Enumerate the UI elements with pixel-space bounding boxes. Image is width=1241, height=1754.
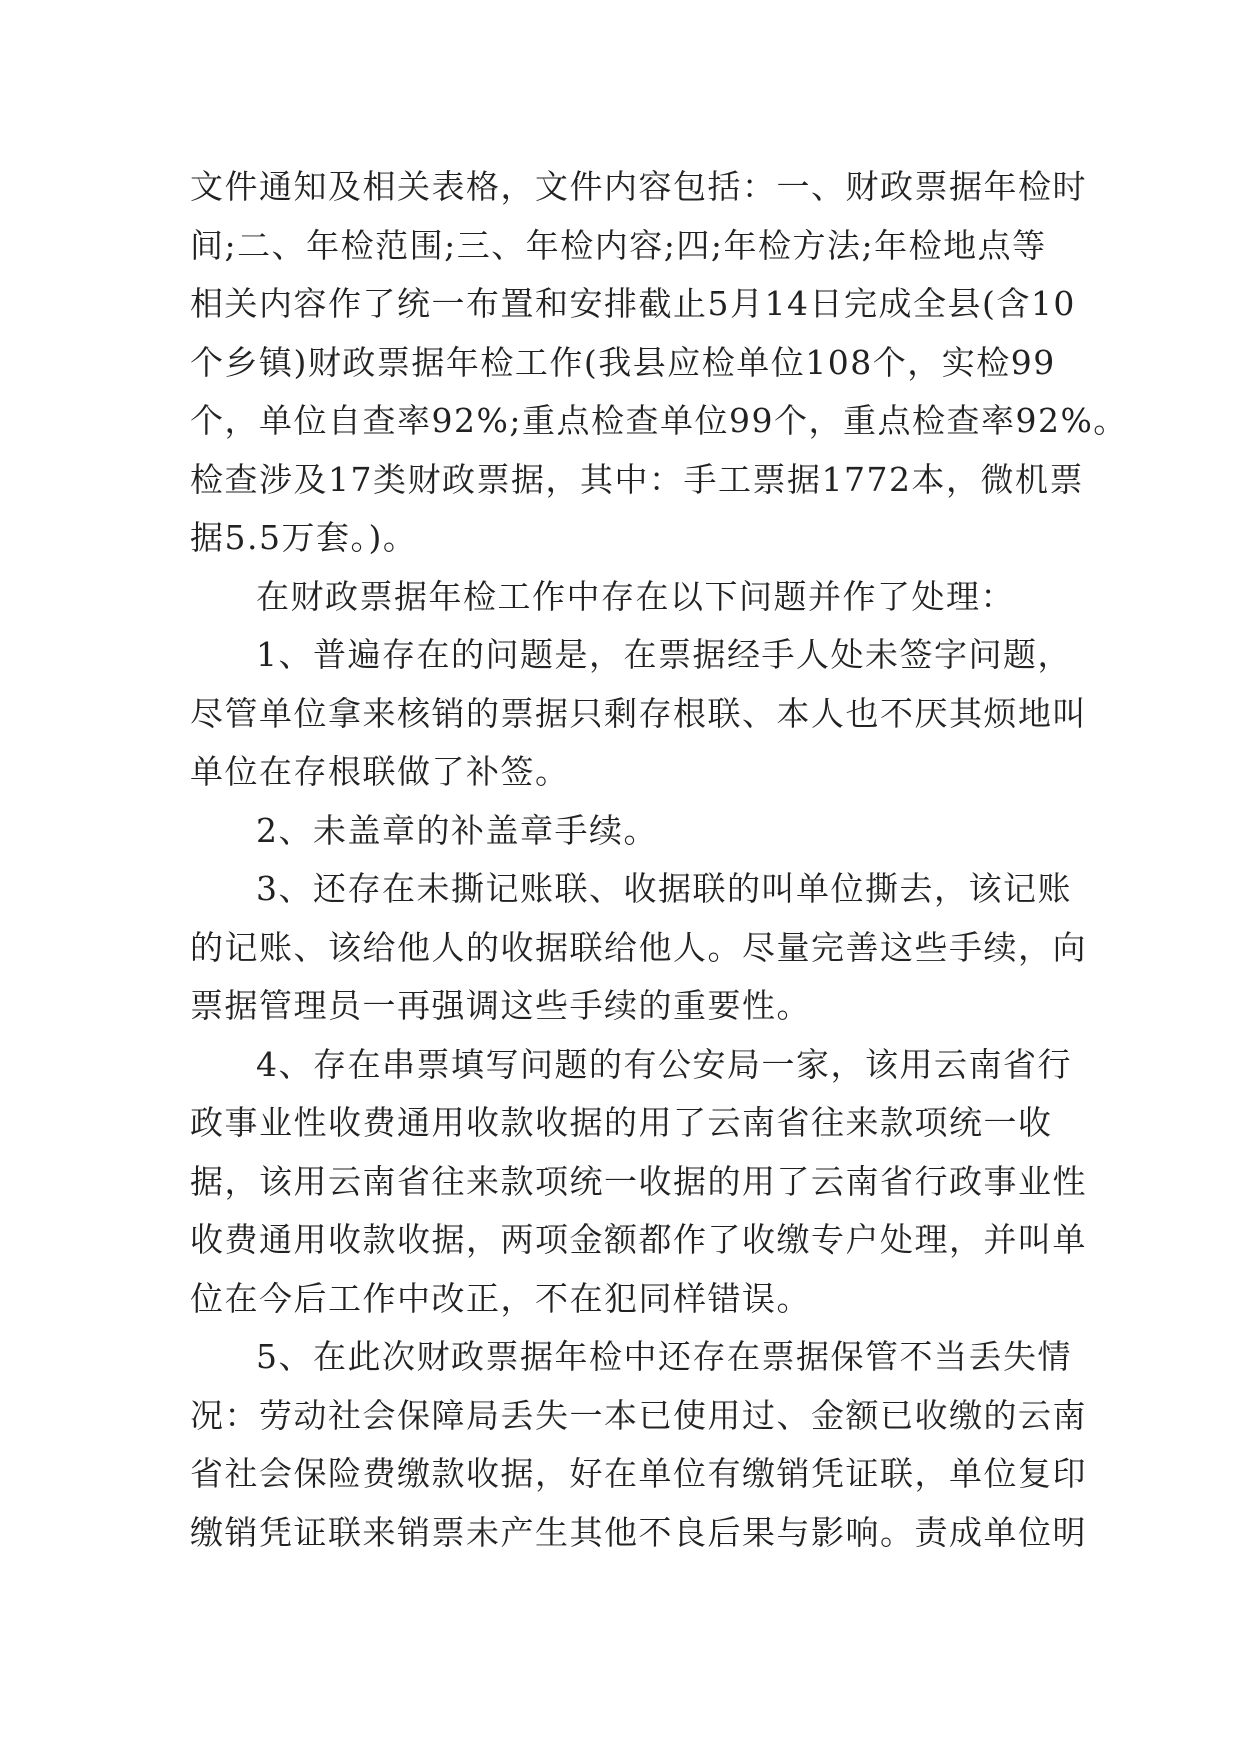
- text-line: 收费通用收款收据，两项金额都作了收缴专户处理，并叫单: [190, 1220, 1087, 1259]
- paragraph-start-line: 5、在此次财政票据年检中还存在票据保管不当丢失情: [256, 1337, 1072, 1376]
- text-line: 况：劳动社会保障局丢失一本已使用过、金额已收缴的云南: [190, 1395, 1087, 1435]
- text-line: 检查涉及17类财政票据，其中：手工票据1772本，微机票: [190, 459, 1084, 499]
- text-line: 单位在存根联做了补签。: [190, 752, 570, 791]
- text-line: 尽管单位拿来核销的票据只剩存根联、本人也不厌其烦地叫: [190, 693, 1087, 733]
- text-line: 据，该用云南省往来款项统一收据的用了云南省行政事业性: [190, 1161, 1087, 1201]
- text-line: 文件通知及相关表格，文件内容包括：一、财政票据年检时: [190, 167, 1087, 206]
- document-body: [190, 158, 1128, 1562]
- text-line: 个，单位自查率92%;重点检查单位99个，重点检查率92%。: [190, 401, 1128, 440]
- text-line: 省社会保险费缴款收据，好在单位有缴销凭证联，单位复印: [190, 1454, 1087, 1493]
- text-line: 相关内容作了统一布置和安排截止5月14日完成全县(含10: [190, 284, 1076, 323]
- paragraph-start-line: 在财政票据年检工作中存在以下问题并作了处理：: [256, 576, 1015, 616]
- text-line: 位在今后工作中改正，不在犯同样错误。: [190, 1278, 811, 1318]
- paragraph-start-line: 1、普遍存在的问题是，在票据经手人处未签字问题，: [256, 635, 1072, 674]
- text-line: 政事业性收费通用收款收据的用了云南省往来款项统一收: [190, 1103, 1053, 1142]
- text-line: 据5.5万套。)。: [190, 518, 418, 557]
- paragraph-start-line: 4、存在串票填写问题的有公安局一家，该用云南省行: [256, 1044, 1072, 1084]
- paragraph-start-line: 3、还存在未撕记账联、收据联的叫单位撕去，该记账: [256, 869, 1072, 908]
- text-line: 个乡镇)财政票据年检工作(我县应检单位108个，实检99: [190, 342, 1056, 382]
- text-line: 缴销凭证联来销票未产生其他不良后果与影响。责成单位明: [190, 1512, 1087, 1552]
- text-line: 间;二、年检范围;三、年检内容;四;年检方法;年检地点等: [190, 225, 1047, 265]
- text-line: 票据管理员一再强调这些手续的重要性。: [190, 986, 811, 1025]
- paragraph-start-line: 2、未盖章的补盖章手续。: [256, 810, 658, 850]
- text-line: 的记账、该给他人的收据联给他人。尽量完善这些手续，向: [190, 927, 1087, 967]
